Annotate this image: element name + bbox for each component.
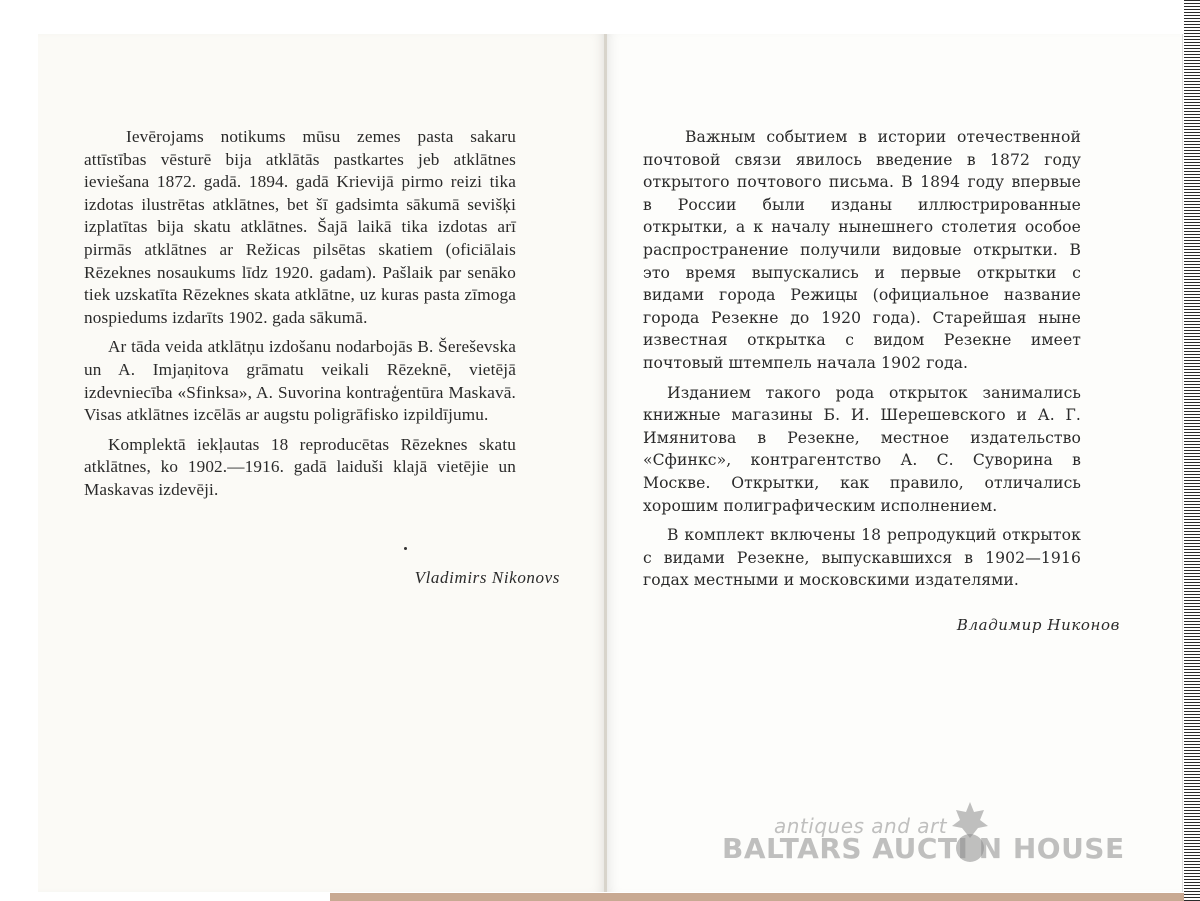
left-paragraph-3: Komplektā iekļautas 18 reproducētas Rēzeknes skatu atklātnes, ko 1902.—1916. gadā laiduši klajā vietējie un Maskavas izdevēji. xyxy=(84,434,516,499)
right-paragraph-2: Изданием такого рода открыток занимались книжные магазины Б. И. Шерешевского и А. Г. Имянитова в Резекне, местное издательство «Сфинкс», контрагентство А. С. Суворина в Москве. Открытки, как правило, отличались хорошим полиграфическим исполнением. xyxy=(643,383,1081,515)
ink-dot xyxy=(404,547,407,550)
watermark-tagline: antiques and art xyxy=(774,814,948,838)
watermark-name: BALTARS AUCTI N HOUSE xyxy=(722,832,1125,865)
booklet-bottom-edge xyxy=(330,893,1200,901)
right-paragraph-3: В комплект включены 18 репродукций открыток с видами Резекне, выпускавшихся в 1902—1916 годах местными и московскими издателями. xyxy=(643,526,1081,590)
left-paragraph-1: Ievērojams notikums mūsu zemes pasta sakaru attīstības vēsturē bija atklātās pastkartes jeb atklātnes ieviešana 1872. gadā. 1894. gadā Krievijā pirmo reizi tika izdotas ilustrētas atklātnes, bet šī gadsimta sākumā sevišķi izplatītas bija skatu atklātnes. Šajā laikā tika izdotas arī pirmās atklātnes ar Režicas pilsētas skatiem (oficiālais Rēzeknes nosaukums līdz 1920. gadam). Pašlaik par senāko tiek uzskatīta Rēzeknes skata atklātne, uz kuras pasta zīmoga nospiedums izdarīts 1902. gada sākumā. xyxy=(84,127,516,327)
left-page-text xyxy=(84,96,516,509)
booklet-spine xyxy=(604,34,607,892)
auction-watermark xyxy=(722,800,1125,870)
left-signature: Vladimirs Nikonovs xyxy=(414,568,560,587)
right-page-text xyxy=(643,96,1081,599)
right-paragraph-1: Важным событием в истории отечественной почтовой связи явилось введение в 1872 году открытого почтового письма. В 1894 году впервые в России были изданы иллюстрированные открытки, а к началу нынешнего столетия особое распространение получили видовые открытки. В это время выпускались и первые открытки с видами города Режицы (официальное название города Резекне до 1920 года). Старейшая ныне известная открытка с видом Резекне имеет почтовый штемпель начала 1902 года. xyxy=(643,128,1081,372)
scan-edge-strip xyxy=(1184,0,1200,901)
right-signature: Владимир Никонов xyxy=(956,616,1120,634)
left-paragraph-2: Ar tāda veida atklātņu izdošanu nodarbojās B. Šereševska un A. Imjaņitova grāmatu veikali Rēzeknē, vietējā izdevniecība «Sfinksa», A. Suvorina kontraģentūra Maskavā. Visas atklātnes izcēlās ar augstu poligrāfisko izpildījumu. xyxy=(84,337,516,425)
